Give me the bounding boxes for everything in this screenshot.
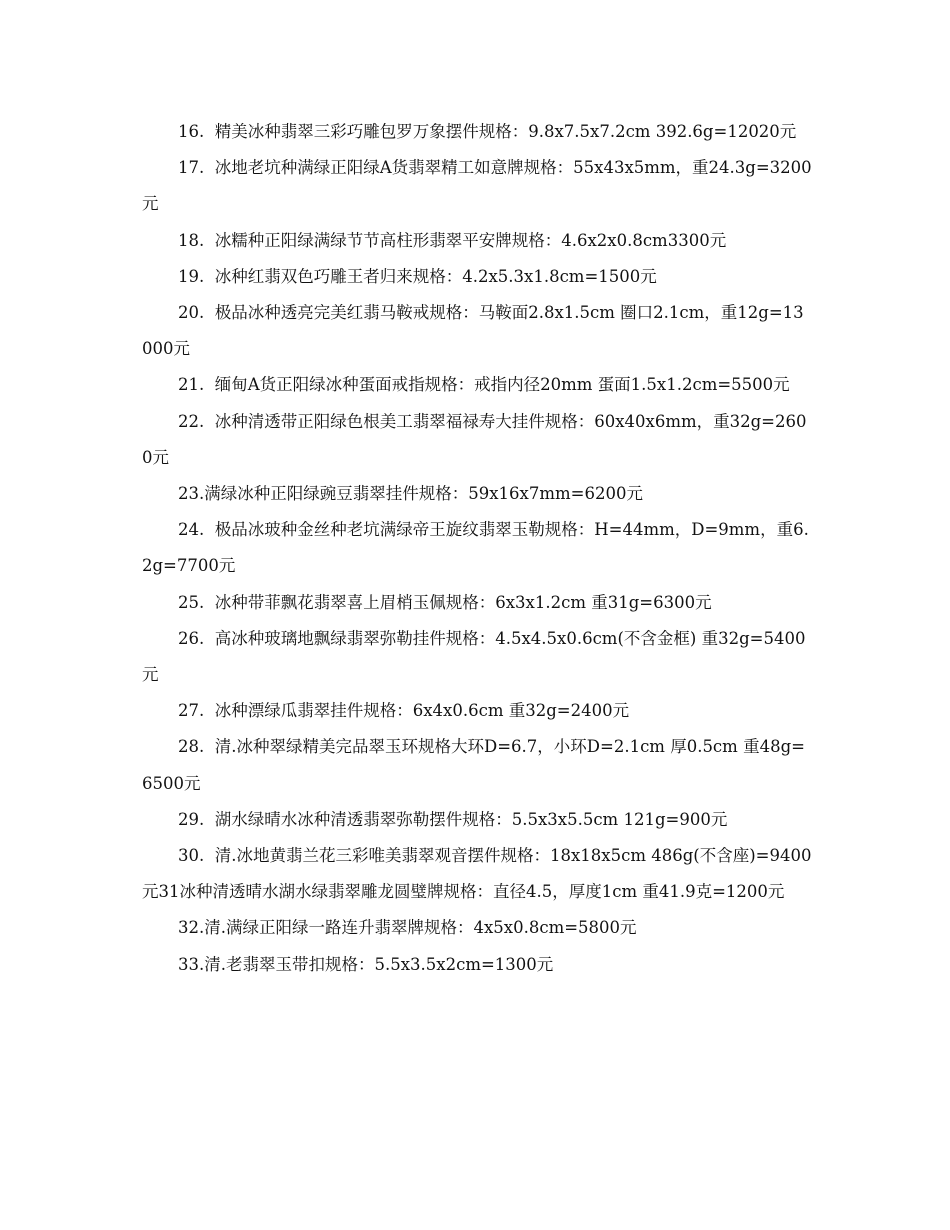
list-item: 19. 冰种红翡双色巧雕王者归来规格：4.2x5.3x1.8cm=1500元 xyxy=(178,266,657,286)
list-item: 22. 冰种清透带正阳绿色根美工翡翠福禄寿大挂件规格：60x40x6mm，重32g=2600元 xyxy=(142,411,807,467)
list-item: 17. 冰地老坑种满绿正阳绿A货翡翠精工如意牌规格：55x43x5mm，重24.3g=3200元 xyxy=(142,158,812,214)
list-item: 20. 极品冰种透亮完美红翡马鞍戒规格：马鞍面2.8x1.5cm 圈口2.1cm，重12g=13000元 xyxy=(142,303,804,359)
list-item: 29. 湖水绿晴水冰种清透翡翠弥勒摆件规格：5.5x3x5.5cm 121g=900元 xyxy=(178,809,728,829)
list-item: 27. 冰种漂绿瓜翡翠挂件规格：6x4x0.6cm 重32g=2400元 xyxy=(178,701,630,721)
list-item: 28. 清.冰种翠绿精美完品翠玉环规格大环D=6.7，小环D=2.1cm 厚0.5cm 重48g=6500元 xyxy=(142,737,805,793)
list-item: 32.清.满绿正阳绿一路连升翡翠牌规格：4x5x0.8cm=5800元 xyxy=(178,918,637,938)
list-item: 25. 冰种带菲飘花翡翠喜上眉梢玉佩规格：6x3x1.2cm 重31g=6300元 xyxy=(178,592,712,612)
list-item: 18. 冰糯种正阳绿满绿节节高柱形翡翠平安牌规格：4.6x2x0.8cm3300元 xyxy=(178,230,727,250)
list-item: 23.满绿冰种正阳绿豌豆翡翠挂件规格：59x16x7mm=6200元 xyxy=(178,484,643,504)
list-item: 33.清.老翡翠玉带扣规格：5.5x3.5x2cm=1300元 xyxy=(178,954,554,974)
list-item: 16. 精美冰种翡翠三彩巧雕包罗万象摆件规格：9.8x7.5x7.2cm 392.6g=12020元 xyxy=(178,122,797,141)
document-body xyxy=(142,114,814,983)
list-item: 26. 高冰种玻璃地飘绿翡翠弥勒挂件规格：4.5x4.5x0.6cm(不含金框) 重32g=5400元 xyxy=(142,628,806,685)
list-item: 24. 极品冰玻种金丝种老坑满绿帝王旋纹翡翠玉勒规格：H=44mm，D=9mm，重6.2g=7700元 xyxy=(142,520,809,576)
list-item: 30. 清.冰地黄翡兰花三彩唯美翡翠观音摆件规格：18x18x5cm 486g(不含座)=9400元31冰种清透晴水湖水绿翡翠雕龙圆璧牌规格：直径4.5，厚度1cm 重41.9克=1200元 xyxy=(142,846,812,902)
list-item: 21. 缅甸A货正阳绿冰种蛋面戒指规格：戒指内径20mm 蛋面1.5x1.2cm=5500元 xyxy=(178,375,790,395)
